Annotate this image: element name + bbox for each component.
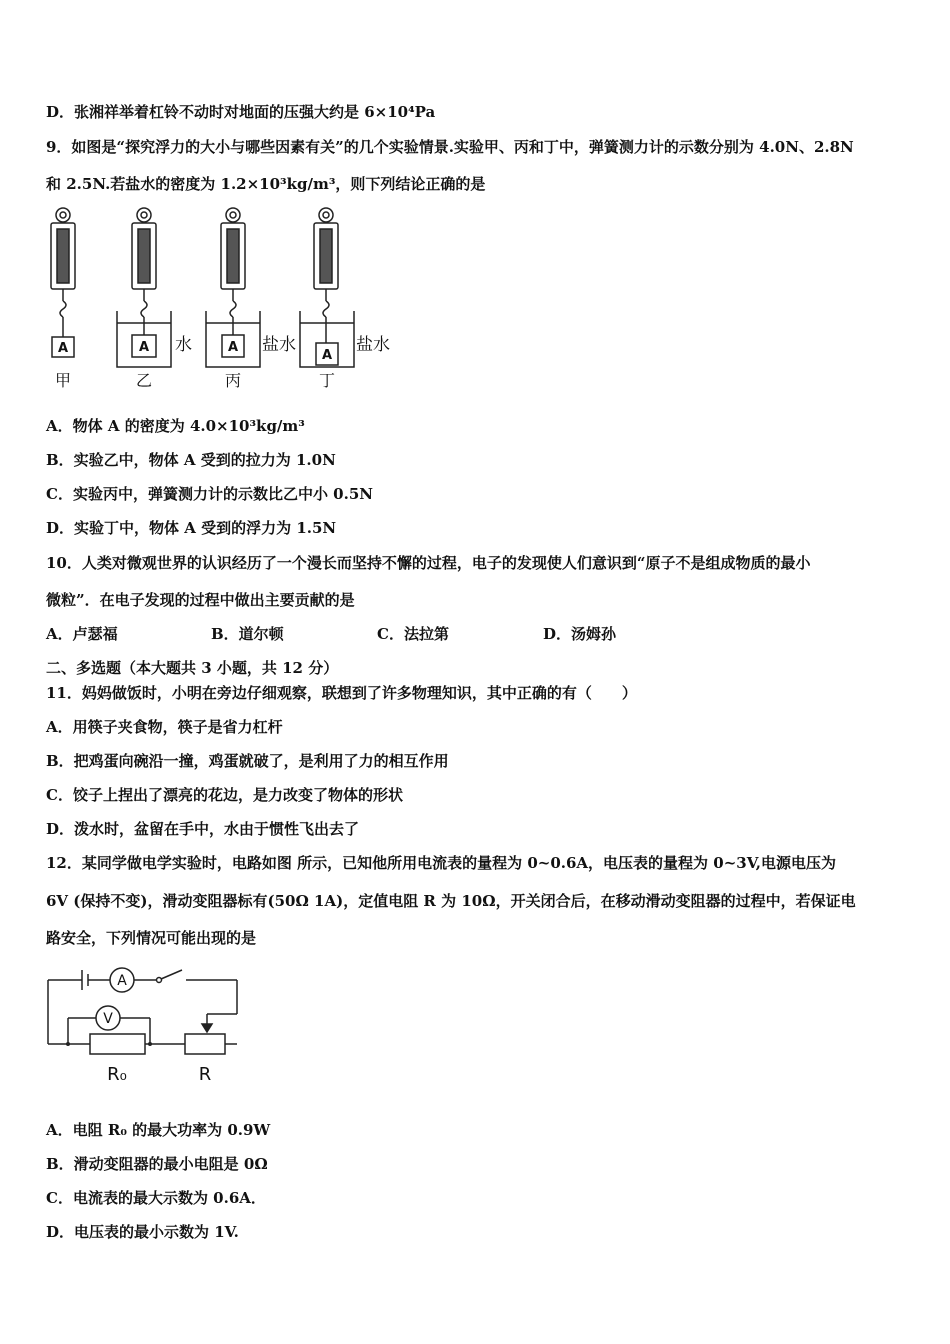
spring-scale-1 (51, 208, 75, 337)
q12-stem-line2: 6V (保持不变)，滑动变阻器标有(50Ω 1A)，定值电阻 R 为 10Ω，开关闭合后，在移动滑动变阻器的过程中，若保证电 (46, 892, 856, 910)
block-a-label-3: A (227, 340, 239, 355)
caption-yi: 乙 (135, 371, 153, 390)
q9-stem-line1: 9．如图是“探究浮力的大小与哪些因素有关”的几个实验情景.实验甲、丙和丁中，弹簧测力计的示数分别为 4.0N、2.8N (46, 138, 854, 156)
q11-stem: 11．妈妈做饭时，小明在旁边仔细观察，联想到了许多物理知识，其中正确的有（ ） (46, 684, 637, 702)
q10-option-c: C．法拉第 (377, 625, 449, 643)
q11-option-c: C．饺子上捏出了漂亮的花边，是力改变了物体的形状 (46, 786, 403, 804)
q11-option-d: D．泼水时，盆留在手中，水由于惯性飞出去了 (46, 820, 360, 838)
q11-option-b: B．把鸡蛋向碗沿一撞，鸡蛋就破了，是利用了力的相互作用 (46, 752, 449, 770)
q12-option-a: A．电阻 R₀ 的最大功率为 0.9W (46, 1121, 271, 1139)
q12-stem-line3: 路安全，下列情况可能出现的是 (46, 929, 257, 947)
ammeter-label: A (117, 973, 127, 989)
q9-stem-line2: 和 2.5N.若盐水的密度为 1.2×10³kg/m³，则下列结论正确的是 (46, 175, 486, 193)
block-a-label-4: A (321, 348, 333, 363)
spring-scale-2 (132, 208, 156, 335)
q12-option-d: D．电压表的最小示数为 1V. (46, 1223, 239, 1241)
q10-option-b: B．道尔顿 (211, 625, 284, 643)
switch-pivot (157, 978, 162, 983)
q9-option-d: D．实验丁中，物体 A 受到的浮力为 1.5N (46, 519, 337, 537)
r0-label: R₀ (107, 1064, 127, 1085)
block-a-label-1: A (57, 341, 69, 356)
q9-option-a: A．物体 A 的密度为 4.0×10³kg/m³ (46, 417, 305, 435)
voltmeter-label: V (103, 1011, 113, 1027)
resistor-r0 (90, 1034, 145, 1054)
spring-scale-3 (221, 208, 245, 335)
q8-option-d: D．张湘祥举着杠铃不动时对地面的压强大约是 6×10⁴Pa (46, 103, 436, 121)
switch-blade (161, 970, 182, 979)
q12-stem-line1: 12．某同学做电学实验时，电路如图 所示，已知他所用电流表的量程为 0~0.6A，电压表的量程为 0~3V,电源电压为 (46, 854, 836, 872)
liquid-salt-label-1: 盐水 (262, 335, 296, 355)
q11-option-a: A．用筷子夹食物，筷子是省力杠杆 (46, 718, 283, 736)
q12-option-c: C．电流表的最大示数为 0.6A． (46, 1189, 266, 1207)
q9-figure (40, 205, 410, 395)
block-a-label-2: A (138, 340, 150, 355)
liquid-water-label: 水 (175, 335, 192, 355)
q10-stem-line2: 微粒”．在电子发现的过程中做出主要贡献的是 (46, 591, 355, 609)
q12-circuit (40, 962, 250, 1087)
q12-option-b: B．滑动变阻器的最小电阻是 0Ω (46, 1155, 268, 1173)
caption-bing: 丙 (224, 371, 242, 390)
caption-ding: 丁 (318, 371, 336, 390)
q10-stem-line1: 10．人类对微观世界的认识经历了一个漫长而坚持不懈的过程，电子的发现使人们意识到“原子不是组成物质的最小 (46, 554, 811, 572)
r-label: R (198, 1064, 212, 1085)
caption-jia: 甲 (54, 371, 72, 390)
section2-title: 二、多选题（本大题共 3 小题，共 12 分） (46, 659, 339, 677)
q9-option-b: B．实验乙中，物体 A 受到的拉力为 1.0N (46, 451, 336, 469)
rheostat-r (185, 1034, 225, 1054)
q10-option-d: D．汤姆孙 (543, 625, 617, 643)
q10-option-a: A．卢瑟福 (46, 625, 118, 643)
q9-option-c: C．实验丙中，弹簧测力计的示数比乙中小 0.5N (46, 485, 373, 503)
liquid-salt-label-2: 盐水 (356, 335, 390, 355)
